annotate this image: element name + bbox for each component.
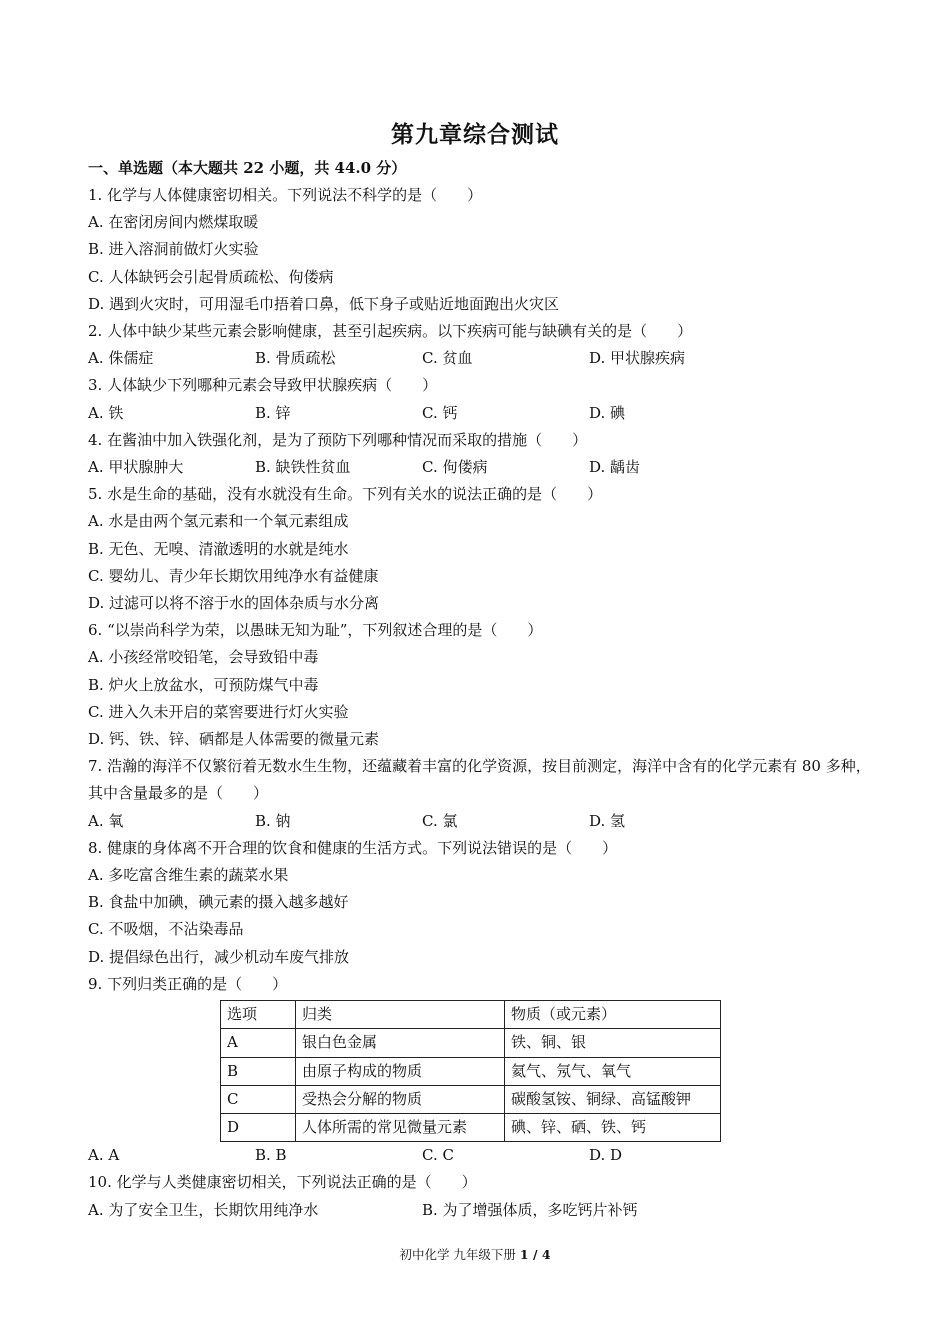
question-3	[88, 372, 878, 426]
option-a: A. 铁	[88, 403, 124, 422]
option-d: D. D	[589, 1146, 623, 1165]
table-header-cell: 物质（或元素）	[505, 1001, 721, 1029]
table-row	[221, 1057, 721, 1085]
question-stem: 4. 在酱油中加入铁强化剂，是为了预防下列哪种情况而采取的措施（ ）	[88, 430, 588, 449]
question-6	[88, 617, 878, 753]
option-a: A. 氧	[88, 811, 124, 830]
table-cell: 银白色金属	[296, 1029, 505, 1057]
question-stem: 10. 化学与人类健康密切相关，下列说法正确的是（ ）	[88, 1173, 477, 1192]
question-10	[88, 1169, 878, 1223]
option-a: A. 侏儒症	[88, 349, 154, 368]
option-c: C. 氯	[422, 811, 458, 830]
question-stem: 6. “以崇尚科学为荣，以愚昧无知为耻”，下列叙述合理的是（ ）	[88, 621, 543, 640]
table-row	[221, 1085, 721, 1113]
table-cell: 碘、锌、硒、铁、钙	[505, 1113, 721, 1141]
option-b: B. B	[255, 1146, 287, 1165]
option-c: C. C	[422, 1146, 454, 1165]
option-b: B. 无色、无嗅、清澈透明的水就是纯水	[88, 539, 349, 558]
table-row	[221, 1113, 721, 1141]
option-d: D. 甲状腺疾病	[589, 349, 686, 368]
table-cell: 铁、铜、银	[505, 1029, 721, 1057]
option-a: A. 为了安全卫生，长期饮用纯净水	[88, 1200, 319, 1219]
classification-table	[220, 1000, 721, 1142]
option-c: C. 婴幼儿、青少年长期饮用纯净水有益健康	[88, 566, 379, 585]
option-a: A. 多吃富含维生素的蔬菜水果	[88, 866, 289, 885]
option-d: D. 钙、铁、锌、硒都是人体需要的微量元素	[88, 730, 380, 749]
table-cell: C	[221, 1085, 296, 1113]
option-b: B. 炉火上放盆水，可预防煤气中毒	[88, 675, 319, 694]
option-a: A. 在密闭房间内燃煤取暖	[88, 213, 259, 232]
question-stem: 9. 下列归类正确的是（ ）	[88, 974, 288, 993]
page-number: 1 / 4	[519, 1247, 551, 1262]
option-c: C. 进入久未开启的菜窖要进行灯火实验	[88, 702, 349, 721]
table-cell: 碳酸氢铵、铜绿、高锰酸钾	[505, 1085, 721, 1113]
option-c: C. 贫血	[422, 349, 473, 368]
section-heading: 一、单选题（本大题共 22 小题，共 44.0 分）	[88, 159, 407, 177]
question-stem: 1. 化学与人体健康密切相关。下列说法不科学的是（ ）	[88, 186, 483, 204]
question-stem: 3. 人体缺少下列哪种元素会导致甲状腺疾病（ ）	[88, 376, 438, 395]
question-list	[88, 182, 878, 1224]
table-cell: 人体所需的常见微量元素	[296, 1113, 505, 1141]
footer-text: 初中化学 九年级下册	[399, 1247, 520, 1262]
question-stem: 7. 浩瀚的海洋不仅繁衍着无数水生生物，还蕴藏着丰富的化学资源，按目前测定，海洋中含有的化学元素有 80 多种，其中含量最多的是（ ）	[88, 757, 871, 803]
option-b: B. 缺铁性贫血	[255, 458, 351, 477]
table-header-row	[221, 1001, 721, 1029]
option-a: A. 水是由两个氢元素和一个氧元素组成	[88, 512, 349, 531]
option-d: D. 遇到火灾时，可用湿毛巾捂着口鼻，低下身子或贴近地面跑出火灾区	[88, 294, 560, 313]
question-7	[88, 753, 878, 835]
option-c: C. 不吸烟，不沾染毒品	[88, 920, 244, 939]
table-cell: 受热会分解的物质	[296, 1085, 505, 1113]
option-d: D. 过滤可以将不溶于水的固体杂质与水分离	[88, 594, 380, 613]
table-header-cell: 选项	[221, 1001, 296, 1029]
question-5	[88, 481, 878, 617]
option-b: B. 进入溶洞前做灯火实验	[88, 240, 259, 259]
question-stem: 5. 水是生命的基础，没有水就没有生命。下列有关水的说法正确的是（ ）	[88, 485, 603, 504]
option-d: D. 碘	[589, 403, 626, 422]
table-header-cell: 归类	[296, 1001, 505, 1029]
option-a: A. 甲状腺肿大	[88, 458, 184, 477]
question-1	[88, 182, 878, 318]
option-b: B. 骨质疏松	[255, 349, 336, 368]
question-stem: 8. 健康的身体离不开合理的饮食和健康的生活方式。下列说法错误的是（ ）	[88, 838, 618, 857]
page-footer	[0, 1245, 950, 1263]
option-c: C. 钙	[422, 403, 458, 422]
option-b: B. 为了增强体质，多吃钙片补钙	[422, 1200, 638, 1219]
option-c: C. 人体缺钙会引起骨质疏松、佝偻病	[88, 267, 334, 286]
table-row	[221, 1029, 721, 1057]
table-cell: B	[221, 1057, 296, 1085]
question-2	[88, 318, 878, 372]
option-b: B. 锌	[255, 403, 291, 422]
question-8	[88, 835, 878, 971]
option-a: A. 小孩经常咬铅笔，会导致铅中毒	[88, 648, 319, 667]
table-cell: D	[221, 1113, 296, 1141]
option-d: D. 龋齿	[589, 458, 641, 477]
table-cell: 氦气、氖气、氧气	[505, 1057, 721, 1085]
option-d: D. 提倡绿色出行，减少机动车废气排放	[88, 947, 350, 966]
page-title: 第九章综合测试	[391, 121, 559, 148]
question-4	[88, 427, 878, 481]
option-a: A. A	[88, 1146, 120, 1165]
option-c: C. 佝偻病	[422, 458, 488, 477]
table-cell: A	[221, 1029, 296, 1057]
option-b: B. 食盐中加碘，碘元素的摄入越多越好	[88, 893, 349, 912]
table-cell: 由原子构成的物质	[296, 1057, 505, 1085]
option-d: D. 氢	[589, 811, 626, 830]
question-stem: 2. 人体中缺少某些元素会影响健康，甚至引起疾病。以下疾病可能与缺碘有关的是（ ）	[88, 322, 693, 341]
option-b: B. 钠	[255, 811, 291, 830]
question-9	[88, 971, 878, 1169]
